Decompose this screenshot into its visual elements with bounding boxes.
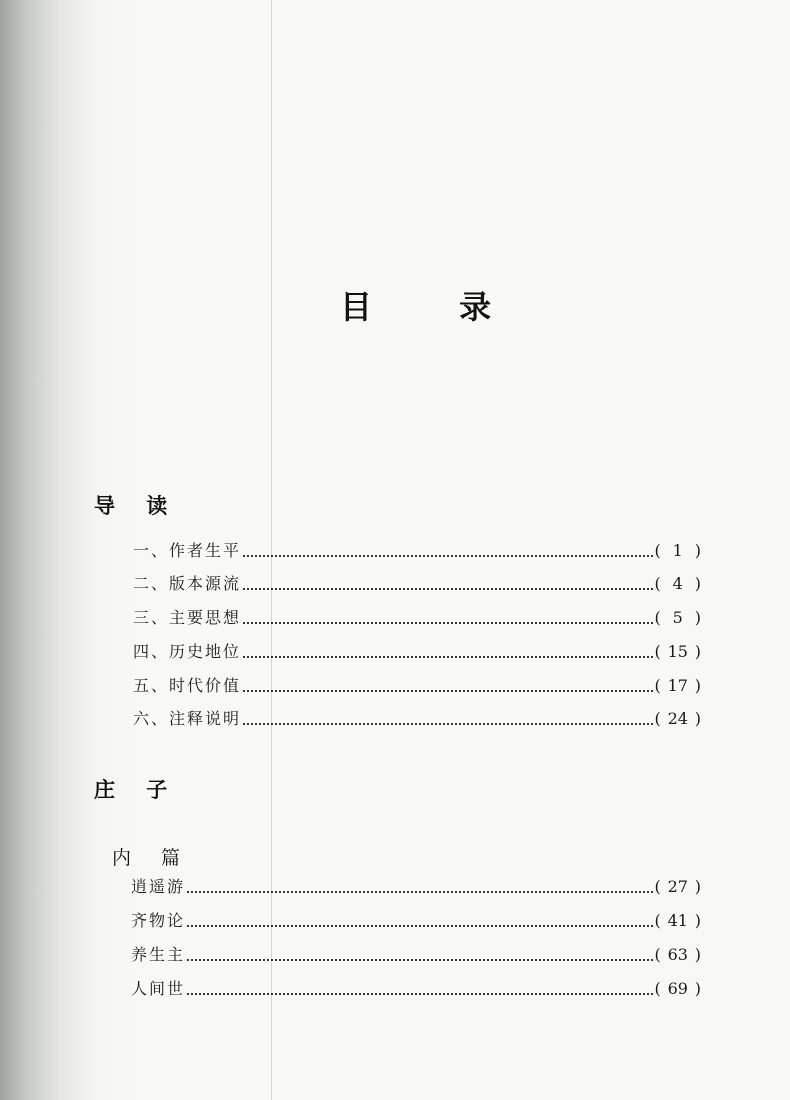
toc-page-number: 24 bbox=[667, 709, 688, 728]
toc-entry[interactable] bbox=[133, 708, 701, 730]
toc-entry[interactable] bbox=[133, 540, 701, 562]
toc-entry[interactable] bbox=[133, 675, 701, 697]
toc-entry-label: 六、注释说明 bbox=[133, 709, 242, 728]
toc-entry-label: 三、主要思想 bbox=[133, 608, 242, 627]
toc-page-number: 63 bbox=[667, 945, 688, 964]
dot-leader bbox=[243, 587, 652, 590]
toc-entry-label: 五、时代价值 bbox=[133, 676, 242, 695]
toc-entry-label: 齐物论 bbox=[131, 911, 186, 930]
section-heading-daodu: 导 读 bbox=[94, 494, 180, 518]
dot-leader bbox=[243, 554, 652, 557]
toc-page-ref: ( 41 ) bbox=[654, 911, 701, 930]
dot-leader bbox=[243, 722, 652, 725]
toc-entry[interactable] bbox=[131, 978, 701, 1000]
toc-page-ref: ( 15 ) bbox=[654, 642, 701, 661]
toc-entry-label: 四、历史地位 bbox=[133, 642, 242, 661]
toc-page-ref: ( 27 ) bbox=[654, 877, 701, 896]
dot-leader bbox=[243, 621, 652, 624]
toc-entry[interactable] bbox=[131, 910, 701, 932]
toc-page-number: 4 bbox=[672, 574, 683, 593]
toc-page-ref: ( 4 ) bbox=[654, 574, 701, 593]
toc-page-number: 17 bbox=[667, 676, 688, 695]
subsection-heading-neipian: 内 篇 bbox=[112, 847, 193, 869]
toc-page-ref: ( 69 ) bbox=[654, 979, 701, 998]
dot-leader bbox=[243, 655, 652, 658]
toc-entry-label: 逍遥游 bbox=[131, 877, 186, 896]
toc-page-number: 69 bbox=[667, 979, 688, 998]
toc-page-number: 1 bbox=[672, 541, 683, 560]
toc-page-ref: ( 24 ) bbox=[654, 709, 701, 728]
toc-entry[interactable] bbox=[133, 573, 701, 595]
dot-leader bbox=[243, 689, 652, 692]
toc-page-number: 15 bbox=[667, 642, 688, 661]
dot-leader bbox=[187, 924, 652, 927]
toc-page-number: 27 bbox=[667, 877, 688, 896]
toc-page-number: 41 bbox=[667, 911, 688, 930]
toc-page-number: 5 bbox=[672, 608, 683, 627]
toc-entry[interactable] bbox=[133, 607, 701, 629]
toc-page-ref: ( 63 ) bbox=[654, 945, 701, 964]
dot-leader bbox=[187, 992, 652, 995]
toc-entry-label: 二、版本源流 bbox=[133, 574, 242, 593]
toc-entry-label: 人间世 bbox=[131, 979, 186, 998]
page-title: 目 录 bbox=[340, 288, 530, 326]
dot-leader bbox=[187, 890, 652, 893]
toc-page-ref: ( 5 ) bbox=[654, 608, 701, 627]
section-heading-zhuangzi: 庄 子 bbox=[94, 778, 180, 802]
toc-entry-label: 一、作者生平 bbox=[133, 541, 242, 560]
toc-entry-label: 养生主 bbox=[131, 945, 186, 964]
toc-entry[interactable] bbox=[131, 944, 701, 966]
toc-page-ref: ( 1 ) bbox=[654, 541, 701, 560]
toc-entry[interactable] bbox=[133, 641, 701, 663]
dot-leader bbox=[187, 958, 652, 961]
toc-entry[interactable] bbox=[131, 876, 701, 898]
toc-page-ref: ( 17 ) bbox=[654, 676, 701, 695]
